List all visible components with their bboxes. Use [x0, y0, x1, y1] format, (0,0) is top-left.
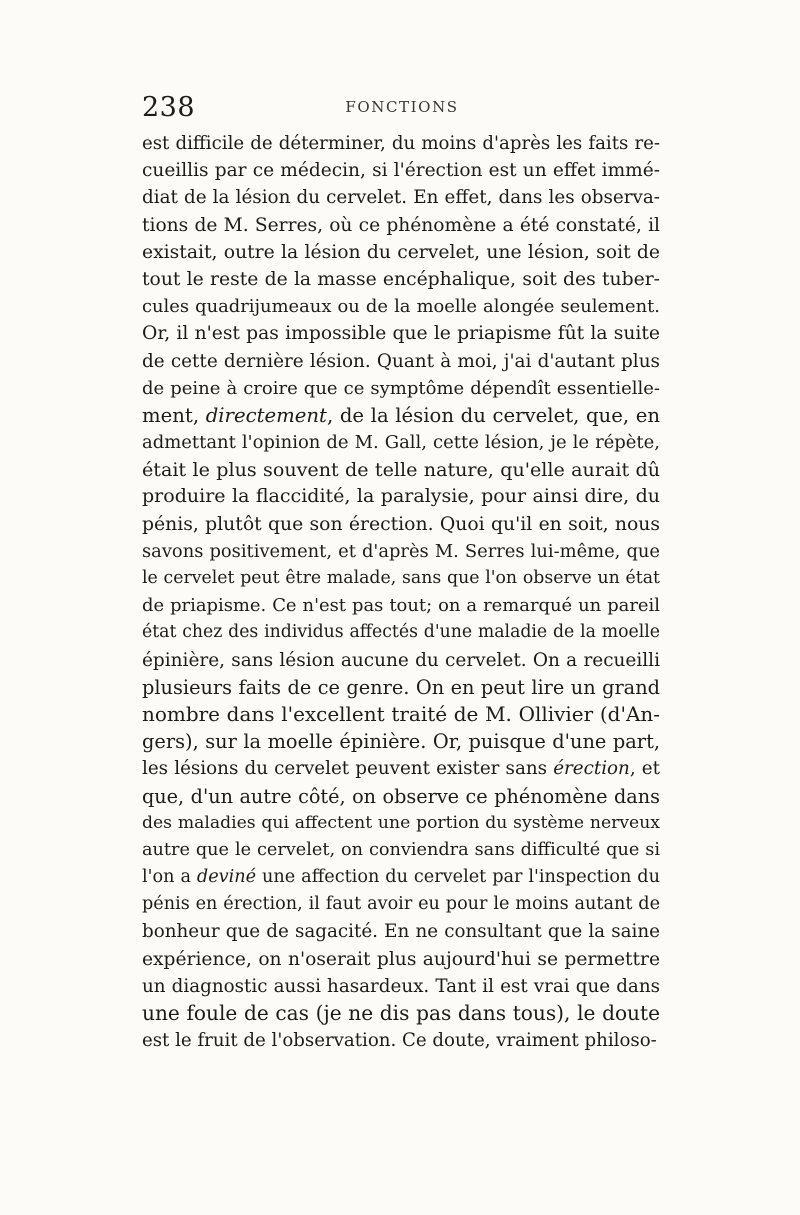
text-segment: bonheur que de sagacité. En ne consultant que la saine	[142, 921, 660, 943]
text-line	[142, 810, 660, 837]
text-line	[142, 266, 660, 293]
text-line	[142, 348, 660, 375]
text-segment: Or, il n'est pas impossible que le priapisme fût la suite	[142, 323, 660, 345]
text-segment: cules quadrijumeaux ou de la moelle alongée seulement.	[142, 296, 660, 318]
text-line	[142, 538, 660, 565]
text-line	[142, 429, 660, 456]
text-segment: plusieurs faits de ce genre. On en peut lire un grand	[142, 675, 660, 699]
text-line	[142, 511, 660, 538]
text-line	[142, 837, 660, 864]
text-line	[142, 1027, 660, 1054]
text-segment: l'on a	[142, 867, 197, 888]
text-line	[142, 130, 660, 157]
text-segment: que, d'un autre côté, on observe ce phénomène dans	[142, 784, 660, 808]
text-line	[142, 973, 660, 1000]
text-line	[142, 157, 660, 184]
text-segment: est difficile de déterminer, du moins d'après les faits re-	[142, 133, 660, 154]
text-segment: , et	[629, 758, 660, 780]
text-line	[142, 619, 660, 646]
text-line	[142, 483, 660, 510]
text-line	[142, 946, 660, 973]
text-segment: une foule de cas (je ne dis pas dans tous), le doute	[142, 1001, 660, 1025]
text-line	[142, 293, 660, 320]
italic-text: érection	[553, 758, 630, 780]
text-line	[142, 375, 660, 402]
text-segment: état chez des individus affectés d'une maladie de la moelle	[142, 622, 660, 643]
text-segment: des maladies qui affectent une portion du système nerveux	[142, 812, 660, 833]
text-segment: autre que le cervelet, on conviendra sans difficulté que si	[142, 839, 660, 860]
text-segment: expérience, on n'oserait plus aujourd'hui se permettre	[142, 948, 660, 970]
text-segment: cueillis par ce médecin, si l'érection est un effet immé-	[142, 160, 660, 182]
text-line	[142, 755, 660, 782]
text-segment: tions de M. Serres, où ce phénomène a été constaté, il	[142, 214, 660, 236]
text-segment: épinière, sans lésion aucune du cervelet. On a recueilli	[142, 649, 660, 671]
text-line	[142, 592, 660, 619]
text-segment: un diagnostic aussi hasardeux. Tant il est vrai que dans	[142, 975, 660, 997]
text-segment: diat de la lésion du cervelet. En effet, dans les observa-	[142, 187, 660, 209]
text-line	[142, 239, 660, 266]
text-line	[142, 212, 660, 239]
text-segment: produire la flaccidité, la paralysie, pour ainsi dire, du	[142, 485, 660, 508]
text-segment: ment,	[142, 403, 206, 427]
text-line	[142, 674, 660, 701]
text-line	[142, 891, 660, 918]
text-segment: pénis en érection, il faut avoir eu pour le moins autant de	[142, 894, 660, 915]
text-segment: est le fruit de l'observation. Ce doute, vraiment philoso-	[142, 1030, 657, 1052]
text-segment: de peine à croire que ce symptôme dépendît essentielle-	[142, 377, 660, 399]
text-segment: de priapisme. Ce n'est pas tout; on a remarqué un pareil	[142, 595, 660, 617]
page-number: 238	[142, 92, 196, 123]
text-segment: gers), sur la moelle épinière. Or, puisque d'une part,	[142, 730, 660, 754]
text-segment: une affection du cervelet par l'inspection du	[256, 867, 660, 888]
text-segment: tout le reste de la masse encéphalique, soit des tuber-	[142, 268, 660, 290]
text-segment: de cette dernière lésion. Quant à moi, j'ai d'autant plus	[142, 350, 660, 372]
text-segment: était le plus souvent de telle nature, qu'elle aurait dû	[142, 458, 660, 482]
text-line	[142, 728, 660, 755]
text-line	[142, 918, 660, 945]
text-line	[142, 402, 660, 429]
text-line	[142, 1000, 660, 1027]
text-segment: admettant l'opinion de M. Gall, cette lésion, je le répète,	[142, 432, 660, 454]
text-line	[142, 184, 660, 211]
text-line	[142, 647, 660, 674]
text-line	[142, 701, 660, 728]
text-line	[142, 783, 660, 810]
italic-text: directement	[205, 403, 327, 427]
body-text	[142, 130, 660, 1054]
text-line	[142, 565, 660, 592]
text-segment: les lésions du cervelet peuvent exister sans	[142, 758, 554, 780]
text-segment: savons positivement, et d'après M. Serres lui-même, que	[142, 540, 660, 562]
text-segment: , de la lésion du cervelet, que, en	[326, 403, 660, 427]
text-segment: le cervelet peut être malade, sans que l'on observe un état	[142, 568, 660, 588]
text-line	[142, 864, 660, 891]
text-segment: pénis, plutôt que son érection. Quoi qu'il en soit, nous	[142, 513, 660, 535]
text-segment: nombre dans l'excellent traité de M. Ollivier (d'An-	[142, 701, 660, 726]
text-line	[142, 456, 660, 483]
text-line	[142, 320, 660, 347]
page-header	[142, 92, 662, 122]
running-head: FONCTIONS	[345, 98, 459, 116]
italic-text: deviné	[196, 867, 257, 888]
text-segment: existait, outre la lésion du cervelet, une lésion, soit de	[142, 241, 660, 263]
